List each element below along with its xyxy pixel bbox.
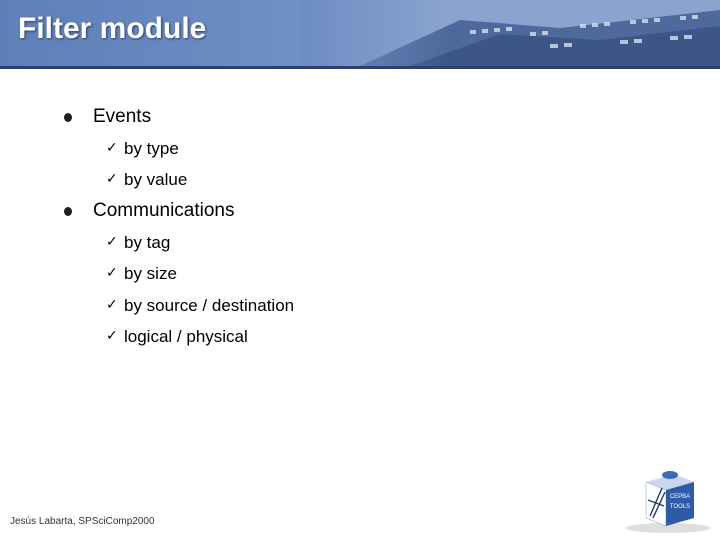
section-communications-label: Communications (93, 200, 235, 221)
bullet-icon (64, 113, 72, 122)
logo-text-top: CEPBA (669, 494, 691, 500)
checkmark-icon: ✓ (106, 328, 118, 344)
cepba-tools-logo-icon (622, 468, 714, 534)
section-events-label: Events (93, 106, 152, 127)
checkmark-icon: ✓ (106, 265, 118, 281)
logo-text-bottom: TOOLS (669, 504, 691, 510)
slide-title: Filter module (18, 12, 207, 45)
building-photo-banner (300, 0, 720, 66)
header-divider (0, 66, 720, 69)
slide-header (0, 0, 720, 66)
checkmark-icon: ✓ (106, 297, 118, 313)
list-item: by tag (124, 233, 171, 252)
list-item: by size (124, 264, 177, 283)
checkmark-icon: ✓ (106, 171, 118, 187)
list-item: by value (124, 170, 188, 189)
list-item: logical / physical (124, 327, 248, 346)
list-item: by type (124, 139, 179, 158)
checkmark-icon: ✓ (106, 140, 118, 156)
bullet-icon (64, 207, 72, 216)
list-item: by source / destination (124, 296, 295, 315)
checkmark-icon: ✓ (106, 234, 118, 250)
footer-credit: Jesús Labarta, SPSciComp2000 (10, 516, 155, 527)
